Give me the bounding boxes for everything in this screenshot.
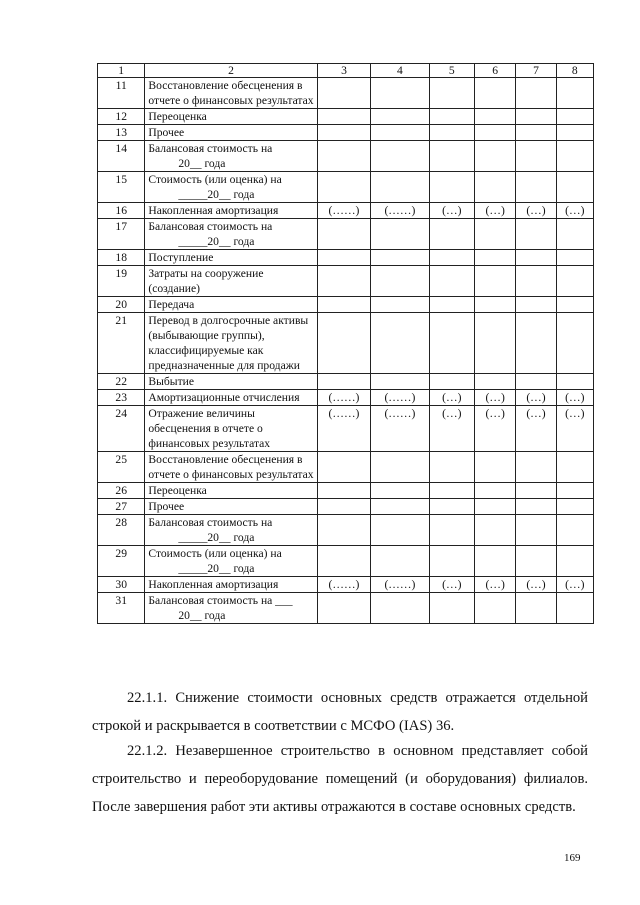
row-label-text: Поступление [148, 251, 214, 264]
value-cell [556, 499, 593, 515]
row-label-text: Накопленная амортизация [148, 204, 279, 217]
table-row [98, 203, 594, 219]
row-number: 13 [98, 125, 145, 141]
row-label [145, 452, 317, 483]
row-label [145, 266, 317, 297]
value-cell [317, 483, 370, 499]
value-cell [516, 219, 556, 250]
value-cell [516, 546, 556, 577]
value-cell [371, 593, 429, 624]
row-label [145, 577, 317, 593]
value-cell [556, 546, 593, 577]
value-cell [429, 546, 474, 577]
row-number: 29 [98, 546, 145, 577]
value-cell: (…) [475, 390, 516, 406]
value-cell [371, 374, 429, 390]
row-label [145, 125, 317, 141]
table-row [98, 515, 594, 546]
value-cell: (…) [516, 577, 556, 593]
value-cell [371, 499, 429, 515]
row-label [145, 390, 317, 406]
value-cell [516, 109, 556, 125]
row-label-text: Балансовая стоимость на [148, 220, 273, 233]
row-label-text: Перевод в долгосрочные активы (выбывающие группы), классифицируемые как предназначенные для продажи [148, 314, 309, 372]
row-label [145, 78, 317, 109]
row-number: 11 [98, 78, 145, 109]
value-cell [317, 546, 370, 577]
value-cell [475, 78, 516, 109]
value-cell: (…) [475, 406, 516, 452]
value-cell [516, 297, 556, 313]
row-label [145, 250, 317, 266]
value-cell: (……) [371, 390, 429, 406]
row-label-text: Балансовая стоимость на ___ [148, 594, 293, 607]
value-cell [516, 483, 556, 499]
value-cell [371, 297, 429, 313]
table-row [98, 483, 594, 499]
value-cell [317, 515, 370, 546]
value-cell: (…) [429, 203, 474, 219]
value-cell [429, 593, 474, 624]
row-label [145, 406, 317, 452]
value-cell: (……) [317, 577, 370, 593]
table-row [98, 141, 594, 172]
table-row [98, 593, 594, 624]
value-cell [317, 109, 370, 125]
paragraph-22-1-2: 22.1.2. Незавершенное строительство в основном представляет собой строительство и переоборудование помещений (и оборудования) филиалов. После завершения работ эти активы отражаются в составе основных средств. [92, 743, 588, 815]
table-row [98, 219, 594, 250]
value-cell [317, 141, 370, 172]
value-cell: (…) [516, 406, 556, 452]
row-label-date: _____20__ года [178, 235, 255, 248]
value-cell [317, 452, 370, 483]
page-number: 169 [564, 852, 581, 864]
value-cell [475, 593, 516, 624]
row-number: 30 [98, 577, 145, 593]
table-row [98, 250, 594, 266]
column-header: 4 [371, 64, 429, 78]
value-cell [429, 250, 474, 266]
value-cell [429, 452, 474, 483]
value-cell [317, 297, 370, 313]
value-cell [475, 266, 516, 297]
row-label [145, 203, 317, 219]
row-label-text: Стоимость (или оценка) на [148, 173, 282, 186]
paragraph-22-1-1: 22.1.1. Снижение стоимости основных средств отражается отдельной строкой и раскрывается в соответствии с МСФО (IAS) 36. [92, 690, 588, 734]
value-cell [516, 78, 556, 109]
value-cell [556, 78, 593, 109]
row-number: 31 [98, 593, 145, 624]
value-cell [371, 78, 429, 109]
row-number: 26 [98, 483, 145, 499]
row-number: 20 [98, 297, 145, 313]
value-cell [556, 141, 593, 172]
value-cell [475, 172, 516, 203]
row-label-text: Балансовая стоимость на [148, 516, 273, 529]
value-cell [429, 313, 474, 374]
value-cell [556, 313, 593, 374]
value-cell [317, 313, 370, 374]
row-number: 12 [98, 109, 145, 125]
value-cell [429, 483, 474, 499]
value-cell [371, 515, 429, 546]
value-cell [475, 313, 516, 374]
row-number: 16 [98, 203, 145, 219]
value-cell [516, 515, 556, 546]
value-cell [475, 125, 516, 141]
row-label-text: Восстановление обесценения в отчете о финансовых результатах [148, 453, 314, 481]
value-cell [371, 141, 429, 172]
value-cell: (…) [429, 390, 474, 406]
value-cell: (…) [475, 203, 516, 219]
value-cell [429, 219, 474, 250]
row-number: 24 [98, 406, 145, 452]
row-label [145, 499, 317, 515]
row-number: 17 [98, 219, 145, 250]
row-label-text: Стоимость (или оценка) на [148, 547, 282, 560]
row-number: 27 [98, 499, 145, 515]
column-header: 2 [145, 64, 317, 78]
value-cell [317, 219, 370, 250]
row-label-text: Накопленная амортизация [148, 578, 279, 591]
row-label-date: 20__ года [178, 157, 226, 170]
row-label-date: _____20__ года [178, 531, 255, 544]
table-row [98, 406, 594, 452]
row-label-text: Амортизационные отчисления [148, 391, 300, 404]
table-row [98, 499, 594, 515]
value-cell [556, 452, 593, 483]
value-cell: (…) [429, 406, 474, 452]
value-cell [475, 499, 516, 515]
column-header: 5 [429, 64, 474, 78]
value-cell: (…) [429, 577, 474, 593]
value-cell [317, 593, 370, 624]
row-number: 23 [98, 390, 145, 406]
column-header: 8 [556, 64, 593, 78]
table-row [98, 577, 594, 593]
value-cell [516, 452, 556, 483]
value-cell [371, 546, 429, 577]
row-label [145, 483, 317, 499]
row-number: 25 [98, 452, 145, 483]
row-label [145, 297, 317, 313]
value-cell: (…) [556, 203, 593, 219]
row-label-text: Затраты на сооружение (создание) [148, 267, 264, 295]
row-number: 14 [98, 141, 145, 172]
value-cell: (…) [556, 577, 593, 593]
value-cell [317, 374, 370, 390]
value-cell [429, 141, 474, 172]
value-cell [556, 266, 593, 297]
table-row [98, 78, 594, 109]
value-cell [556, 219, 593, 250]
value-cell [475, 546, 516, 577]
value-cell [429, 78, 474, 109]
value-cell [475, 515, 516, 546]
row-number: 18 [98, 250, 145, 266]
value-cell [475, 452, 516, 483]
table-row [98, 546, 594, 577]
row-number: 22 [98, 374, 145, 390]
value-cell [429, 266, 474, 297]
row-label-text: Восстановление обесценения в отчете о финансовых результатах [148, 79, 314, 107]
table-row [98, 266, 594, 297]
row-label [145, 374, 317, 390]
table-row [98, 452, 594, 483]
value-cell [317, 266, 370, 297]
table-row [98, 390, 594, 406]
row-label-text: Переоценка [148, 484, 207, 497]
value-cell [475, 109, 516, 125]
row-number: 28 [98, 515, 145, 546]
value-cell [371, 109, 429, 125]
row-label-text: Прочее [148, 500, 185, 513]
value-cell [556, 250, 593, 266]
table-row [98, 313, 594, 374]
value-cell [556, 515, 593, 546]
row-label [145, 109, 317, 125]
row-label-text: Переоценка [148, 110, 207, 123]
row-label [145, 219, 317, 250]
table-row [98, 297, 594, 313]
value-cell [429, 172, 474, 203]
value-cell [429, 499, 474, 515]
value-cell [516, 374, 556, 390]
value-cell [516, 313, 556, 374]
row-label [145, 515, 317, 546]
value-cell [556, 109, 593, 125]
table-row [98, 109, 594, 125]
table-row [98, 125, 594, 141]
value-cell [371, 483, 429, 499]
value-cell [371, 313, 429, 374]
value-cell [556, 483, 593, 499]
value-cell [516, 499, 556, 515]
table-header-row [98, 64, 594, 78]
value-cell [556, 172, 593, 203]
value-cell [516, 125, 556, 141]
value-cell: (……) [317, 406, 370, 452]
value-cell [475, 250, 516, 266]
value-cell [429, 374, 474, 390]
value-cell [475, 141, 516, 172]
row-label-text: Балансовая стоимость на [148, 142, 273, 155]
value-cell [317, 250, 370, 266]
value-cell [371, 250, 429, 266]
value-cell [556, 125, 593, 141]
value-cell [516, 250, 556, 266]
value-cell [556, 297, 593, 313]
value-cell: (…) [516, 390, 556, 406]
column-header: 3 [317, 64, 370, 78]
row-number: 19 [98, 266, 145, 297]
table-row [98, 172, 594, 203]
value-cell [516, 141, 556, 172]
value-cell [516, 172, 556, 203]
value-cell: (……) [317, 203, 370, 219]
value-cell: (…) [475, 577, 516, 593]
row-label-text: Передача [148, 298, 195, 311]
column-header: 1 [98, 64, 145, 78]
value-cell [317, 78, 370, 109]
value-cell [475, 297, 516, 313]
value-cell: (……) [371, 577, 429, 593]
row-label-text: Отражение величины обесценения в отчете о финансовых результатах [148, 407, 271, 450]
row-label-date: 20__ года [178, 609, 226, 622]
value-cell [429, 297, 474, 313]
row-label [145, 593, 317, 624]
value-cell [371, 172, 429, 203]
value-cell [475, 374, 516, 390]
value-cell [317, 499, 370, 515]
value-cell: (……) [371, 203, 429, 219]
row-label-text: Выбытие [148, 375, 195, 388]
row-number: 15 [98, 172, 145, 203]
value-cell [429, 125, 474, 141]
fixed-assets-table [97, 63, 594, 624]
table-body [98, 64, 594, 624]
row-number: 21 [98, 313, 145, 374]
value-cell [516, 593, 556, 624]
value-cell [429, 515, 474, 546]
row-label-text: Прочее [148, 126, 185, 139]
value-cell [475, 483, 516, 499]
value-cell [371, 452, 429, 483]
column-header: 7 [516, 64, 556, 78]
value-cell [516, 266, 556, 297]
row-label [145, 172, 317, 203]
value-cell [556, 593, 593, 624]
row-label [145, 313, 317, 374]
row-label-date: _____20__ года [178, 562, 255, 575]
value-cell [317, 125, 370, 141]
table-row [98, 374, 594, 390]
value-cell [317, 172, 370, 203]
value-cell: (…) [556, 406, 593, 452]
value-cell [429, 109, 474, 125]
row-label [145, 141, 317, 172]
column-header: 6 [475, 64, 516, 78]
value-cell [371, 219, 429, 250]
value-cell [371, 125, 429, 141]
value-cell [371, 266, 429, 297]
value-cell: (…) [516, 203, 556, 219]
value-cell [556, 374, 593, 390]
value-cell [475, 219, 516, 250]
value-cell: (……) [317, 390, 370, 406]
value-cell: (……) [371, 406, 429, 452]
value-cell: (…) [556, 390, 593, 406]
row-label [145, 546, 317, 577]
row-label-date: _____20__ года [178, 188, 255, 201]
